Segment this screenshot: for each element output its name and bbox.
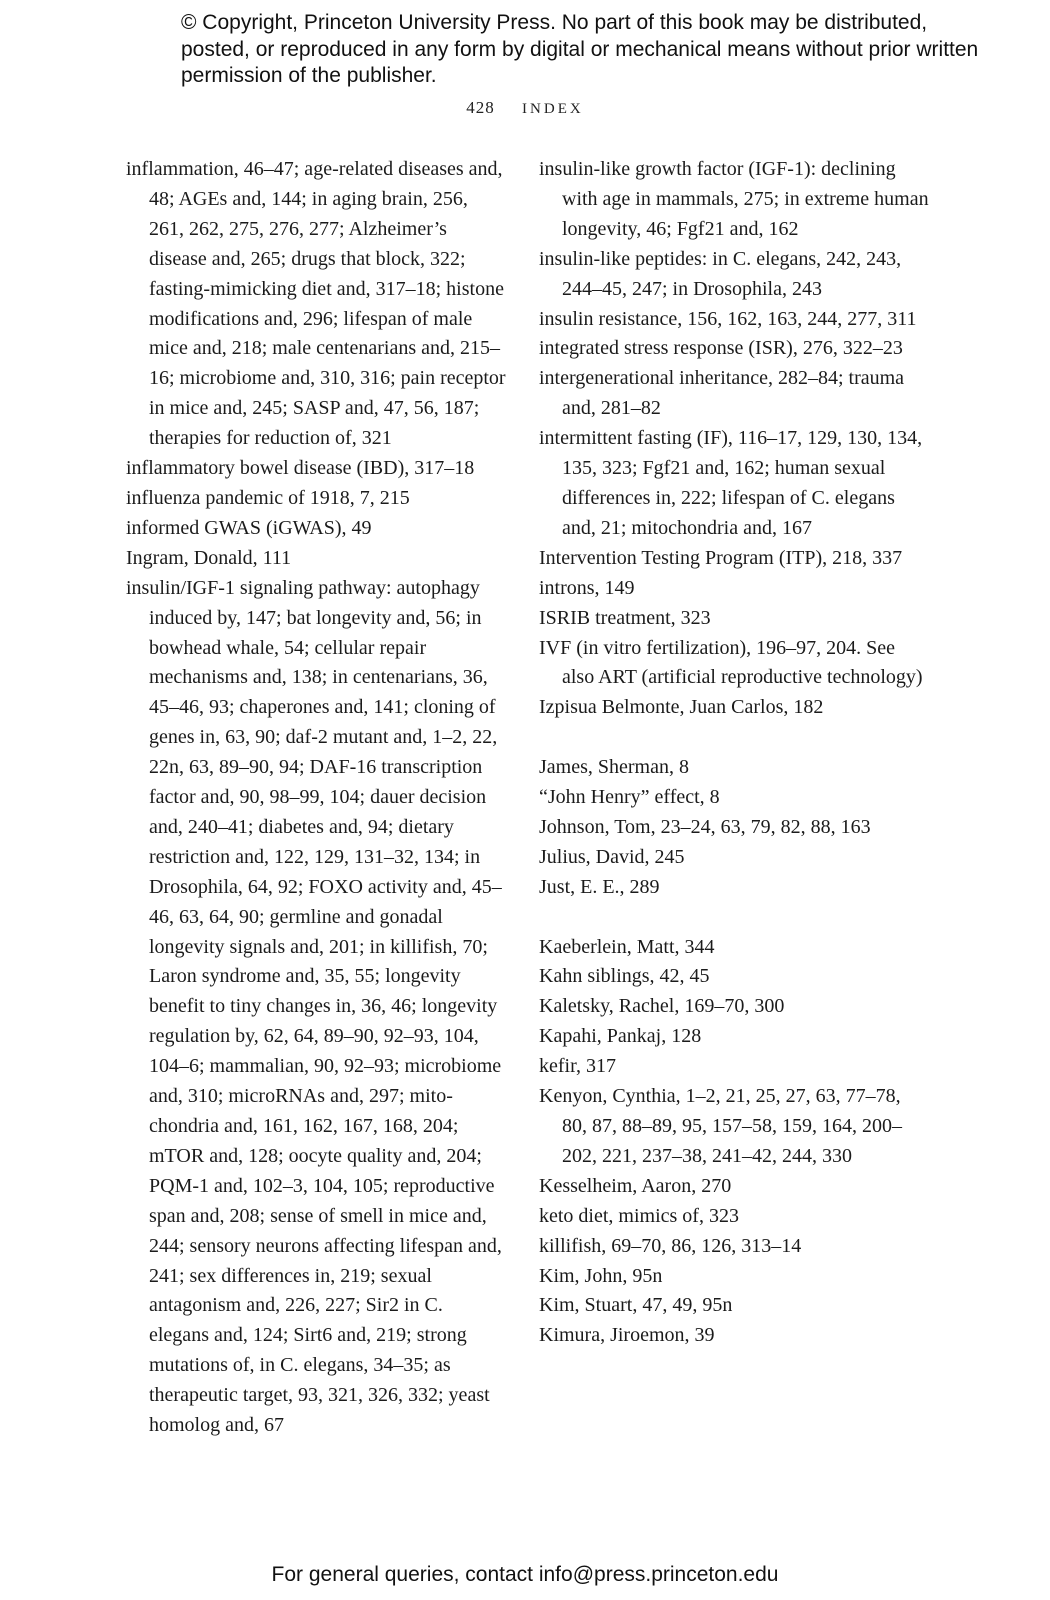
index-entry: keto diet, mimics of, 323 bbox=[539, 1204, 739, 1227]
index-entry: Johnson, Tom, 23–24, 63, 79, 82, 88, 163 bbox=[539, 815, 871, 838]
index-entry: Kapahi, Pankaj, 128 bbox=[539, 1025, 702, 1048]
index-entry: killifish, 69–70, 86, 126, 313–14 bbox=[539, 1234, 802, 1257]
index-entry-igwas: informed GWAS (iGWAS), 49 bbox=[126, 516, 372, 539]
index-entry: “John Henry” effect, 8 bbox=[539, 786, 720, 809]
index-entry: ISRIB treatment, 323 bbox=[539, 606, 711, 629]
letter-group-divider bbox=[539, 723, 929, 753]
index-entry: James, Sherman, 8 bbox=[539, 756, 689, 779]
index-entry-influenza: influenza pandemic of 1918, 7, 215 bbox=[126, 486, 410, 509]
index-entry: Kaeberlein, Matt, 344 bbox=[539, 935, 715, 958]
running-head bbox=[0, 98, 1050, 118]
footer-contact: For general queries, contact info@press.princeton.edu bbox=[271, 1563, 779, 1586]
index-entry: intermittent fasting (IF), 116–17, 129, 130, 134, 135, 323; Fgf21 and, 162; human sexual differences in, 222; lifespan of C. elegans and, 21; mitochondria and, 167 bbox=[539, 427, 923, 539]
index-entry-ibd: inflammatory bowel disease (IBD), 317–18 bbox=[126, 457, 475, 480]
index-entry-ingram: Ingram, Donald, 111 bbox=[126, 546, 292, 569]
index-entry-inflammation: inflammation, 46–47; age-related diseases and, 48; AGEs and, 144; in aging brain, 256, 261, 262, 275, 276, 277; Alzheimer’s disease and, 265; drugs that block, 322; fasting-mimicking diet and, 317–18; histone modifications and, 296; lifespan of male mice and, 218; male centenarians and, 215–16; microbiome and, 310, 316; pain receptor in mice and, 245; SASP and, 47, 56, 187; therapies for reduction of, 321 bbox=[126, 158, 506, 450]
index-entry: integrated stress response (ISR), 276, 322–23 bbox=[539, 337, 903, 360]
index-entry-insulin-igf1-pathway: insulin/IGF-1 signaling pathway: autophagy induced by, 147; bat longevity and, 56; in bowhead whale, 54; cellular repair mechanisms and, 138; in centenarians, 36, 45–46, 93; chaperones and, 141; cloning of genes in, 63, 90; daf-2 mutant and, 1–2, 22, 22n, 63, 89–90, 94; DAF-16 transcription factor and, 90, 98–99, 104; dauer decision and, 240–41; diabetes and, 94; dietary restriction and, 122, 129, 131–32, 134; in Drosophila, 64, 92; FOXO activity and, 45–46, 63, 64, 90; germline and gonadal longevity signals and, 201; in killifish, 70; Laron syndrome and, 35, 55; longevity benefit to tiny changes in, 36, 46; longevity regulation by, 62, 64, 89–90, 92–93, 104, 104–6; mammalian, 90, 92–93; microbiome and, 310; microRNAs and, 297; mitochondria and, 161, 162, 167, 168, 204; mTOR and, 128; oocyte quality and, 204; PQM-1 and, 102–3, 104, 105; reproductive span and, 208; sense of smell in mice and, 244; sensory neurons affecting lifespan and, 241; sex differences in, 219; sexual antagonism and, 226, 227; Sir2 in C. elegans and, 124; Sirt6 and, 219; strong mutations of, in C. elegans, 34–35; as therapeutic target, 93, 321, 326, 332; yeast homolog and, 67 bbox=[126, 576, 502, 1437]
index-entry: Julius, David, 245 bbox=[539, 845, 685, 868]
letter-group-divider bbox=[539, 903, 929, 933]
index-entry: IVF (in vitro fertilization), 196–97, 204. See also ART (artificial reproductive technology) bbox=[539, 636, 923, 689]
section-title: INDEX bbox=[522, 101, 584, 117]
index-entry: Kenyon, Cynthia, 1–2, 21, 25, 27, 63, 77–78, 80, 87, 88–89, 95, 157–58, 159, 164, 200–202, 221, 237–38, 241–42, 244, 330 bbox=[539, 1085, 902, 1167]
index-entry: insulin-like growth factor (IGF-1): declining with age in mammals, 275; in extreme human longevity, 46; Fgf21 and, 162 bbox=[539, 158, 929, 240]
index-column-left bbox=[126, 155, 506, 1441]
index-entry: Kesselheim, Aaron, 270 bbox=[539, 1174, 732, 1197]
index-entry: Izpisua Belmonte, Juan Carlos, 182 bbox=[539, 696, 824, 719]
index-entry: Intervention Testing Program (ITP), 218, 337 bbox=[539, 546, 903, 569]
index-entry: Kim, John, 95n bbox=[539, 1264, 663, 1287]
index-entry: Kaletsky, Rachel, 169–70, 300 bbox=[539, 995, 785, 1018]
index-entry: insulin-like peptides: in C. elegans, 242, 243, 244–45, 247; in Drosophila, 243 bbox=[539, 247, 902, 300]
page-number: 428 bbox=[466, 98, 495, 117]
index-entry: Kim, Stuart, 47, 49, 95n bbox=[539, 1294, 733, 1317]
index-entry: intergenerational inheritance, 282–84; trauma and, 281–82 bbox=[539, 367, 905, 420]
index-entry: Just, E. E., 289 bbox=[539, 875, 660, 898]
index-entry: Kahn siblings, 42, 45 bbox=[539, 965, 710, 988]
index-column-right bbox=[539, 155, 929, 1351]
copyright-notice: © Copyright, Princeton University Press. No part of this book may be distributed, posted, or reproduced in any form by digital or mechanical means without prior written permission of the publisher. bbox=[181, 11, 979, 87]
index-entry: kefir, 317 bbox=[539, 1055, 616, 1078]
index-entry: introns, 149 bbox=[539, 576, 635, 599]
index-entry: insulin resistance, 156, 162, 163, 244, 277, 311 bbox=[539, 307, 917, 330]
index-entry: Kimura, Jiroemon, 39 bbox=[539, 1324, 715, 1347]
